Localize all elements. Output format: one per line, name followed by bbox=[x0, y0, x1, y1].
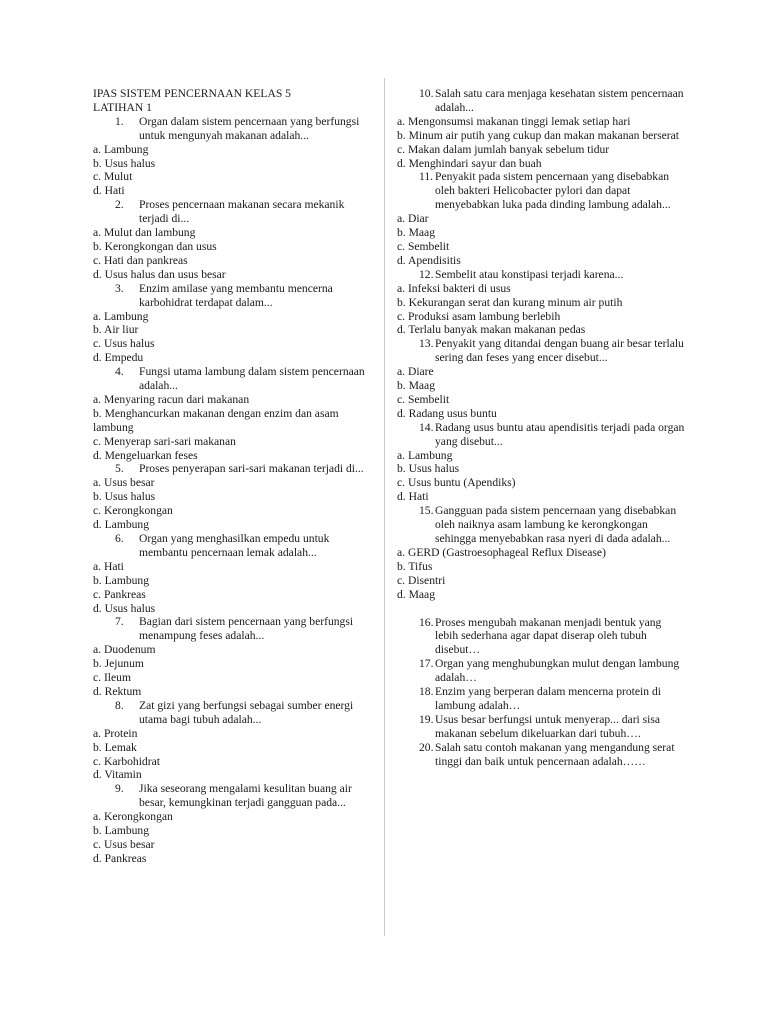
question-stem bbox=[93, 532, 375, 560]
question-number: 15. bbox=[419, 504, 434, 518]
answer-option: b. Lemak bbox=[93, 740, 137, 754]
question-text: Sembelit atau konstipasi terjadi karena... bbox=[435, 267, 624, 281]
question-number: 4. bbox=[115, 365, 124, 379]
question-item bbox=[93, 115, 375, 198]
answer-option: a. Infeksi bakteri di usus bbox=[397, 281, 511, 295]
question-text: Organ yang menghubungkan mulut dengan lambung adalah… bbox=[435, 657, 680, 685]
answer-option: a. Duodenum bbox=[93, 643, 156, 657]
answer-option: b. Lambung bbox=[93, 573, 150, 587]
answer-option: c. Mulut bbox=[93, 170, 133, 184]
question-number: 20. bbox=[419, 740, 434, 754]
question-item bbox=[93, 782, 375, 865]
answer-option: d. Hati bbox=[93, 184, 125, 198]
answer-option: a. Menyaring racun dari makanan bbox=[93, 392, 250, 406]
worksheet-subtitle: LATIHAN 1 bbox=[93, 100, 152, 114]
answer-option: c. Makan dalam jumlah banyak sebelum tidur bbox=[397, 142, 610, 156]
question-stem bbox=[93, 615, 375, 643]
answer-option: b. Kerongkongan dan usus bbox=[93, 239, 217, 253]
question-number: 7. bbox=[115, 615, 124, 629]
answer-option: b. Kekurangan serat dan kurang minum air putih bbox=[397, 295, 623, 309]
question-item bbox=[397, 616, 687, 658]
question-stem bbox=[397, 87, 687, 115]
answer-option: d. Usus halus bbox=[93, 601, 156, 615]
question-text: Salah satu contoh makanan yang mengandung serat tinggi dan baik untuk pencernaan adalah…… bbox=[435, 740, 675, 768]
question-text: Penyakit pada sistem pencernaan yang disebabkan oleh bakteri Helicobacter pylori dan dapat menyebabkan luka pada dinding lambung adalah... bbox=[435, 170, 671, 212]
answer-option: d. Usus halus dan usus besar bbox=[93, 267, 226, 281]
question-item bbox=[397, 170, 687, 267]
answer-option: d. Menghindari sayur dan buah bbox=[397, 156, 542, 170]
question-text: Salah satu cara menjaga kesehatan sistem pencernaan adalah... bbox=[435, 87, 684, 114]
question-stem bbox=[397, 504, 687, 546]
question-number: 2. bbox=[115, 198, 124, 212]
answer-option: a. Usus besar bbox=[93, 476, 155, 490]
answer-option: c. Karbohidrat bbox=[93, 754, 160, 768]
answer-option: b. Minum air putih yang cukup dan makan makanan berserat bbox=[397, 128, 680, 142]
question-number: 8. bbox=[115, 698, 124, 712]
question-stem bbox=[397, 616, 687, 658]
question-item bbox=[397, 713, 687, 741]
answer-option: b. Usus halus bbox=[93, 490, 156, 504]
question-stem bbox=[93, 699, 375, 727]
question-number: 5. bbox=[115, 462, 124, 476]
answer-option: c. Hati dan pankreas bbox=[93, 253, 188, 267]
answer-option: d. Terlalu banyak makan makanan pedas bbox=[397, 323, 586, 337]
question-item bbox=[397, 504, 687, 601]
question-number: 13. bbox=[419, 337, 434, 351]
question-text: Bagian dari sistem pencernaan yang berfungsi menampung feses adalah... bbox=[139, 615, 354, 643]
answer-option: c. Usus halus bbox=[93, 337, 155, 351]
question-item bbox=[93, 365, 375, 462]
question-item bbox=[397, 337, 687, 420]
question-item bbox=[93, 615, 375, 698]
answer-option: a. Diare bbox=[397, 365, 434, 379]
answer-option: d. Rektum bbox=[93, 684, 142, 698]
worksheet-title: IPAS SISTEM PENCERNAAN KELAS 5 bbox=[93, 87, 291, 100]
answer-option: a. Diar bbox=[397, 212, 429, 226]
answer-option: d. Radang usus buntu bbox=[397, 406, 497, 420]
question-item bbox=[397, 741, 687, 769]
question-text: Organ yang menghasilkan empedu untuk membantu pencernaan lemak adalah... bbox=[139, 532, 330, 559]
section-gap bbox=[397, 602, 687, 616]
question-stem bbox=[397, 170, 687, 212]
question-item bbox=[93, 282, 375, 365]
question-number: 14. bbox=[419, 420, 434, 434]
answer-option: b. Usus halus bbox=[93, 156, 156, 170]
answer-option: d. Empedu bbox=[93, 351, 144, 365]
answer-option: c. Ileum bbox=[93, 671, 131, 685]
question-stem bbox=[93, 782, 375, 810]
question-stem bbox=[93, 462, 375, 476]
answer-option: a. Lambung bbox=[93, 142, 149, 156]
answer-option: c. Produksi asam lambung berlebih bbox=[397, 309, 561, 323]
question-number: 11. bbox=[419, 170, 434, 184]
answer-option: a. Lambung bbox=[397, 448, 453, 462]
answer-option: b. Tifus bbox=[397, 559, 433, 573]
answer-option: d. Vitamin bbox=[93, 768, 142, 782]
question-text: Penyakit yang ditandai dengan buang air besar terlalu sering dan feses yang encer disebut... bbox=[435, 337, 684, 365]
question-text: Enzim amilase yang membantu mencerna karbohidrat terdapat dalam... bbox=[139, 281, 333, 309]
answer-option: a. Lambung bbox=[93, 309, 149, 323]
question-item bbox=[397, 657, 687, 685]
question-stem bbox=[397, 657, 687, 685]
question-number: 10. bbox=[419, 87, 434, 100]
question-text: Zat gizi yang berfungsi sebagai sumber energi utama bagi tubuh adalah... bbox=[139, 698, 354, 726]
answer-option: a. Mulut dan lambung bbox=[93, 226, 196, 240]
column-divider bbox=[384, 78, 385, 936]
answer-option: c. Kerongkongan bbox=[93, 504, 173, 518]
answer-option: b. Menghancurkan makanan dengan enzim dan asam lambung bbox=[93, 406, 339, 434]
answer-option: c. Usus buntu (Apendiks) bbox=[397, 476, 516, 490]
answer-option: a. GERD (Gastroesophageal Reflux Disease) bbox=[397, 545, 606, 559]
question-stem bbox=[397, 268, 687, 282]
question-stem bbox=[397, 741, 687, 769]
answer-option: d. Hati bbox=[397, 490, 429, 504]
answer-option: d. Maag bbox=[397, 587, 435, 601]
question-item bbox=[93, 532, 375, 615]
question-number: 16. bbox=[419, 615, 434, 629]
answer-option: d. Apendisitis bbox=[397, 253, 461, 267]
answer-option: a. Protein bbox=[93, 726, 138, 740]
answer-option: d. Pankreas bbox=[93, 851, 147, 865]
answer-option: d. Lambung bbox=[93, 518, 150, 532]
left-column bbox=[93, 87, 375, 866]
question-stem bbox=[93, 365, 375, 393]
question-number: 12. bbox=[419, 267, 434, 281]
answer-option: c. Sembelit bbox=[397, 239, 450, 253]
question-number: 18. bbox=[419, 685, 434, 699]
question-text: Proses mengubah makanan menjadi bentuk yang lebih sederhana agar dapat diserap oleh tubuh disebut… bbox=[435, 615, 662, 657]
answer-option: c. Sembelit bbox=[397, 392, 450, 406]
question-text: Radang usus buntu atau apendisitis terjadi pada organ yang disebut... bbox=[435, 420, 685, 448]
question-text: Usus besar berfungsi untuk menyerap... dari sisa makanan sebelum dikeluarkan dari tubuh…. bbox=[435, 712, 661, 740]
answer-option: b. Air liur bbox=[93, 323, 139, 337]
answer-option: c. Menyerap sari-sari makanan bbox=[93, 434, 236, 448]
answer-option: b. Lambung bbox=[93, 824, 150, 838]
answer-option: c. Usus besar bbox=[93, 837, 155, 851]
question-stem bbox=[397, 685, 687, 713]
question-stem bbox=[93, 282, 375, 310]
question-text: Proses penyerapan sari-sari makanan terjadi di... bbox=[139, 462, 364, 476]
question-text: Gangguan pada sistem pencernaan yang disebabkan oleh naiknya asam lambung ke kerongkongan sehingga menyebabkan rasa nyeri di dada adalah... bbox=[435, 504, 677, 545]
question-number: 1. bbox=[115, 114, 124, 128]
question-item bbox=[397, 421, 687, 504]
answer-option: a. Mengonsumsi makanan tinggi lemak setiap hari bbox=[397, 114, 631, 128]
question-text: Enzim yang berperan dalam mencerna protein di lambung adalah… bbox=[435, 685, 661, 712]
answer-option: c. Pankreas bbox=[93, 587, 146, 601]
question-number: 19. bbox=[419, 712, 434, 726]
question-number: 6. bbox=[115, 532, 124, 545]
question-number: 3. bbox=[115, 281, 124, 295]
question-stem bbox=[397, 713, 687, 741]
question-number: 17. bbox=[419, 657, 434, 671]
question-number: 9. bbox=[115, 782, 124, 796]
answer-option: a. Hati bbox=[93, 559, 124, 573]
question-stem bbox=[397, 337, 687, 365]
answer-option: a. Kerongkongan bbox=[93, 810, 173, 824]
question-item bbox=[397, 685, 687, 713]
question-stem bbox=[93, 198, 375, 226]
question-item bbox=[93, 198, 375, 281]
question-text: Jika seseorang mengalami kesulitan buang air besar, kemungkinan terjadi gangguan pada... bbox=[139, 782, 352, 810]
question-item bbox=[397, 87, 687, 170]
question-item bbox=[93, 462, 375, 532]
answer-option: b. Usus halus bbox=[397, 462, 460, 476]
answer-option: b. Maag bbox=[397, 379, 435, 393]
question-stem bbox=[397, 421, 687, 449]
question-item bbox=[93, 699, 375, 782]
answer-option: b. Maag bbox=[397, 226, 435, 240]
question-text: Organ dalam sistem pencernaan yang berfungsi untuk mengunyah makanan adalah... bbox=[139, 114, 360, 142]
question-item bbox=[397, 268, 687, 338]
answer-option: b. Jejunum bbox=[93, 657, 144, 671]
question-stem bbox=[93, 115, 375, 143]
question-text: Fungsi utama lambung dalam sistem pencernaan adalah... bbox=[139, 365, 365, 393]
answer-option: d. Mengeluarkan feses bbox=[93, 448, 198, 462]
answer-option: c. Disentri bbox=[397, 573, 446, 587]
question-text: Proses pencernaan makanan secara mekanik terjadi di... bbox=[139, 198, 345, 226]
right-column bbox=[397, 87, 687, 769]
